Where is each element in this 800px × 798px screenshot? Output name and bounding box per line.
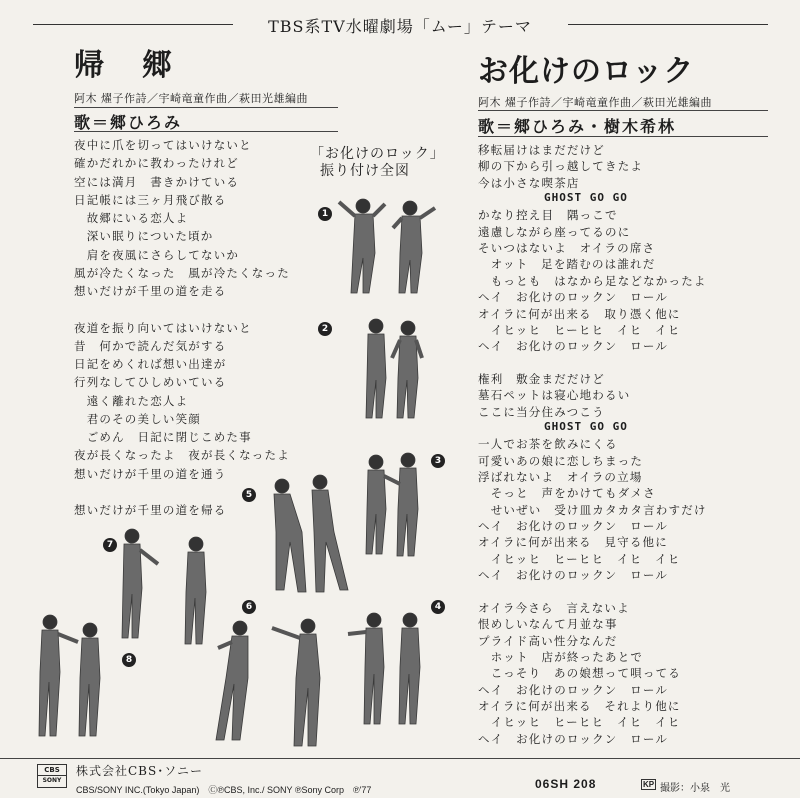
left-song-title: 帰 郷 <box>74 48 176 83</box>
footer-rule <box>0 758 800 759</box>
left-lyric-line: 想いだけが千里の道を通う <box>74 466 227 481</box>
right-lyric-line: 可愛いあの娘に恋しちまった <box>478 453 644 468</box>
right-lyric-line: オイラに何が出来る 取り憑く他に <box>478 306 681 321</box>
right-lyric-line: イヒッヒ ヒーヒヒ イヒ イヒ <box>478 551 681 566</box>
left-lyric-line: 夜道を振り向いてはいけないと <box>74 320 252 335</box>
right-lyric-line: 墓石ペットは寝心地わるい <box>478 388 631 403</box>
left-lyric-line: 空には満月 書きかけている <box>74 174 240 189</box>
right-lyric-line: ここに当分住みつこう <box>478 404 605 419</box>
figure-number-5: 5 <box>242 488 256 502</box>
right-lyric-line: 浮ばれないよ オイラの立場 <box>478 470 643 484</box>
choreography-title-1: 「お化けのロック」 <box>310 146 445 162</box>
right-song-credits: 阿木 燿子作詩／宇崎竜童作曲／萩田光雄編曲 <box>478 96 712 109</box>
left-lyric-line: 深い眠りについた頃か <box>74 229 214 244</box>
right-lyric-line: もっとも はなから足などなかったよ <box>478 273 707 288</box>
choreography-title-2: 振り付け全図 <box>320 163 410 179</box>
right-lyric-line: 柳の下から引っ越してきたよ <box>478 159 644 174</box>
left-lyric-line: 遠く離れた恋人よ <box>74 393 189 408</box>
left-lyric-line: 夜中に爪を切ってはいけないと <box>74 138 252 152</box>
left-lyric-line: 想いだけが千里の道を帰る <box>74 503 227 517</box>
right-lyric-line: GHOST GO GO <box>544 191 628 205</box>
right-lyric-line: オイラに何が出来る それより他に <box>478 698 681 713</box>
logo-sony-text: SONY <box>38 775 66 786</box>
kp-mark: KP <box>643 780 655 789</box>
dancer-photo-6 <box>216 619 320 746</box>
figure-number-2: 2 <box>318 322 332 336</box>
right-lyric-line: かなり控え目 隅っこで <box>478 208 618 223</box>
right-lyric-line: ヘイ お化けのロックン ロール <box>478 731 669 746</box>
copyright-line: CBS/SONY INC.(Tokyo Japan) Ⓒ℗CBS, Inc./ SONY ℗Sony Corp ℗'77 <box>76 785 372 795</box>
left-lyric-line: 肩を夜風にさらしてないか <box>74 247 240 262</box>
figure-number-6: 6 <box>242 600 256 614</box>
right-lyric-line: オット 足を踏むのは誰れだ <box>478 257 656 272</box>
logo-cbs-text: CBS <box>44 766 60 774</box>
left-lyric-line: 夜が長くなったよ 夜が長くなったよ <box>74 448 290 463</box>
left-lyric-line: ごめん 日記に閉じこめた事 <box>74 430 252 444</box>
left-song-singer: 歌＝郷ひろみ <box>74 113 183 132</box>
figure-number-4: 4 <box>431 600 445 614</box>
dancer-photo-8 <box>39 615 100 736</box>
right-lyric-line: ヘイ お化けのロックン ロール <box>478 290 669 305</box>
right-lyric-line: ホット 店が終ったあとで <box>478 649 644 664</box>
catalog-number: 06SH 208 <box>535 777 597 791</box>
left-song-credits: 阿木 燿子作詩／宇崎竜童作曲／萩田光雄編曲 <box>74 92 308 105</box>
right-song-title: お化けのロック <box>478 54 695 89</box>
left-lyric-line: 行列なしてひしめいている <box>74 375 227 390</box>
left-lyric-line: 日記をめくれば想い出達が <box>74 357 227 371</box>
left-lyric-line: 想いだけが千里の道を走る <box>74 284 227 298</box>
figure-number-7: 7 <box>103 538 117 552</box>
right-song-singer: 歌＝郷ひろみ・樹木希林 <box>478 117 677 136</box>
left-lyric-line: 故郷にいる恋人よ <box>74 211 189 225</box>
right-lyric-line: オイラ今さら 言えないよ <box>478 600 630 615</box>
left-lyric-line: 君のその美しい笑顔 <box>74 411 201 426</box>
right-lyric-line: オイラに何が出来る 見守る他に <box>478 535 668 550</box>
dancer-photo-3 <box>366 453 418 556</box>
dancer-photo-5 <box>274 475 348 592</box>
right-lyric-line: イヒッヒ ヒーヒヒ イヒ イヒ <box>478 715 681 730</box>
right-lyric-line: 権利 敷金まだだけど <box>478 371 605 386</box>
right-lyric-line: ヘイ お化けのロックン ロール <box>478 682 669 697</box>
header-title: TBS系TV水曜劇場「ムー」テーマ <box>268 17 532 36</box>
photo-credit: 撮影：小泉 光 <box>660 783 730 794</box>
figure-number-1: 1 <box>318 207 332 221</box>
right-lyric-line: ヘイ お化けのロックン ロール <box>478 519 669 534</box>
company-name: 株式会社CBS･ソニー <box>76 764 203 778</box>
dancer-photo-7 <box>122 529 206 644</box>
right-lyric-line: こっそり あの娘想って唄ってる <box>478 666 681 681</box>
left-lyric-line: 日記帳には三ヶ月飛び散る <box>74 192 227 207</box>
left-lyric-line: 確かだれかに教わったけれど <box>74 156 239 171</box>
right-lyric-line: ヘイ お化けのロックン ロール <box>478 568 669 583</box>
dancer-photo-2 <box>366 319 422 418</box>
right-lyric-line: そっと 声をかけてもダメさ <box>478 486 656 501</box>
dancer-photo-1 <box>339 199 435 293</box>
right-lyric-line: 移転届けはまだだけど <box>478 143 605 157</box>
right-lyric-line: せいぜい 受け皿カタカタ言わすだけ <box>478 502 707 517</box>
right-lyric-line: イヒッヒ ヒーヒヒ イヒ イヒ <box>478 322 681 337</box>
left-lyric-line: 風が冷たくなった 風が冷たくなった <box>74 265 290 280</box>
right-lyric-line: プライド高い性分なんだ <box>478 633 618 648</box>
right-lyric-line: 今は小さな喫茶店 <box>478 175 580 190</box>
right-lyric-line: 遠慮しながら座ってるのに <box>478 224 631 239</box>
right-lyric-line: GHOST GO GO <box>544 419 628 433</box>
figure-number-8: 8 <box>122 653 136 667</box>
right-lyric-line: 一人でお茶を飲みにくる <box>478 437 618 452</box>
figure-number-3: 3 <box>431 454 445 468</box>
right-lyric-line: ヘイ お化けのロックン ロール <box>478 339 669 354</box>
right-lyric-line: そいつはないよ オイラの席さ <box>478 241 656 256</box>
left-lyric-line: 昔 何かで読んだ気がする <box>74 338 227 353</box>
cbs-sony-logo <box>37 764 67 788</box>
right-lyric-line: 恨めしいなんて月並な事 <box>478 617 618 632</box>
dancer-photo-4 <box>348 613 420 724</box>
